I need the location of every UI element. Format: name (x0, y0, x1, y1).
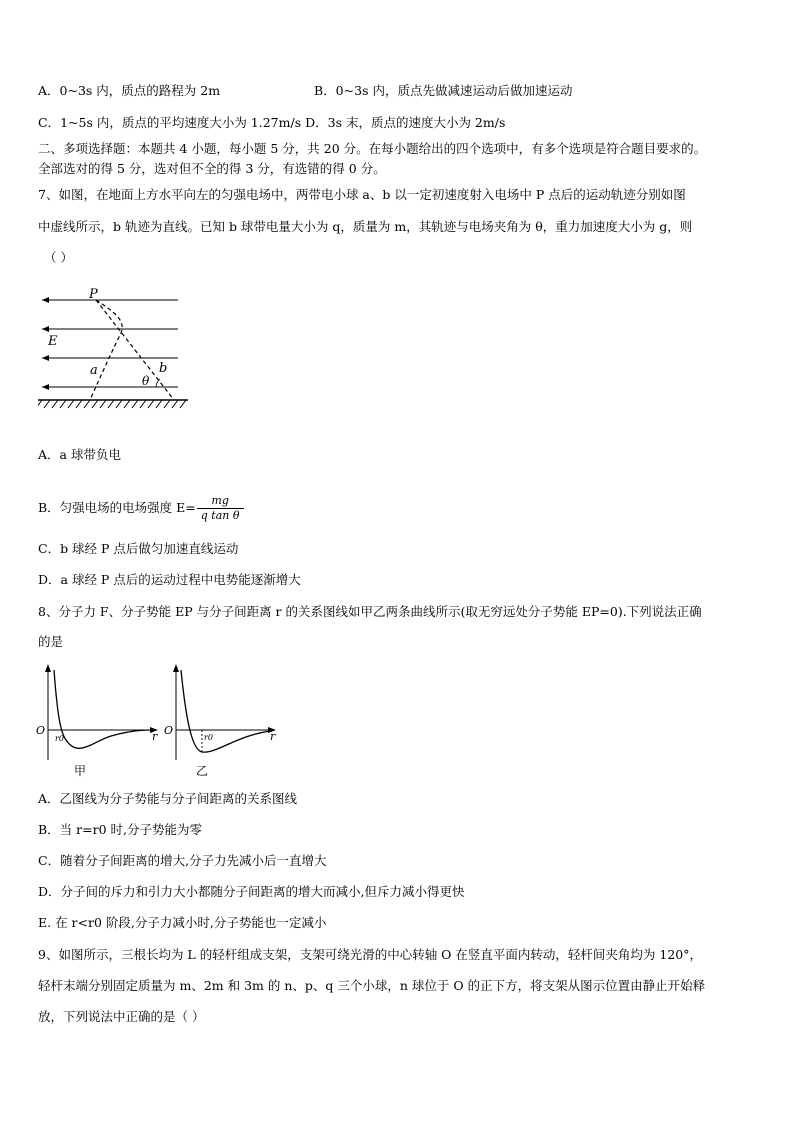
label-e: E (48, 334, 58, 349)
fraction-denominator: q tan θ (200, 509, 240, 522)
q8-figure (36, 660, 286, 780)
ground-hatching (38, 400, 186, 408)
q8-option-d: D．分子间的斥力和引力大小都随分子间距离的增大而减小,但斥力减小得更快 (38, 884, 465, 899)
fraction (197, 494, 244, 523)
q6-option-cd: C．1~5s 内，质点的平均速度大小为 1.27m/s D．3s 末，质点的速度大小为 2m/s (38, 115, 506, 130)
q8-option-c: C．随着分子间距离的增大,分子力先减小后一直增大 (38, 853, 327, 868)
fraction-numerator: mg (197, 494, 244, 509)
q7-option-a: A．a 球带负电 (38, 447, 121, 462)
q8-option-b: B．当 r=r0 时,分子势能为零 (38, 822, 202, 837)
q7-stem-2: 中虚线所示，b 轨迹为直线。已知 b 球带电量大小为 q，质量为 m，其轨迹与电场夹角为 θ，重力加速度大小为 g，则 (38, 219, 693, 234)
origin-label-jia: O (36, 724, 46, 737)
q6-option-b: B．0~3s 内，质点先做减速运动后做加速运动 (314, 83, 573, 98)
curve-yi (181, 670, 270, 752)
q8-stem-2: 的是 (38, 634, 64, 649)
q7-option-c: C．b 球经 P 点后做匀加速直线运动 (38, 541, 239, 556)
r-label-yi: r (270, 730, 276, 743)
q9-stem-2: 轻杆末端分别固定质量为 m、2m 和 3m 的 n、p、q 三个小球，n 球位于 O 的正下方，将支架从图示位置由静止开始释 (38, 978, 706, 993)
r0-label-jia: r0 (55, 734, 64, 743)
origin-label-yi: O (164, 724, 174, 737)
q8-option-a: A．乙图线为分子势能与分子间距离的关系图线 (38, 791, 298, 806)
curve-jia (54, 670, 152, 748)
q9-stem-1: 9、如图所示，三根长均为 L 的轻杆组成支架，支架可绕光滑的中心转轴 O 在竖直平面内转动，轻杆间夹角均为 120°， (38, 947, 702, 962)
q7-stem-1: 7、如图，在地面上方水平向左的匀强电场中，两带电小球 a、b 以一定初速度射入电场中 P 点后的运动轨迹分别如图 (38, 187, 686, 202)
trajectory-a (90, 300, 122, 400)
label-a: a (90, 363, 98, 378)
r-label-jia: r (152, 730, 158, 743)
label-theta: θ (142, 374, 150, 388)
q7-option-b-text: B．匀强电场的电场强度 E= (38, 500, 196, 515)
label-b: b (159, 361, 168, 376)
graph-jia (36, 664, 158, 778)
q7-answer-paren: （ ） (44, 250, 73, 265)
r0-label-yi: r0 (204, 733, 213, 742)
trajectory-b (96, 300, 174, 400)
section2-instructions-2: 全部选对的得 5 分，选对但不全的得 3 分，有选错的得 0 分。 (38, 161, 386, 176)
q7-figure (38, 283, 198, 413)
q8-option-e: E. 在 r<r0 阶段,分子力减小时,分子势能也一定减小 (38, 915, 327, 930)
q8-stem-1: 8、分子力 F、分子势能 EP 与分子间距离 r 的关系图线如甲乙两条曲线所示(取无穷远处分子势能 EP=0).下列说法正确 (38, 604, 702, 619)
section2-instructions-1: 二、多项选择题：本题共 4 小题，每小题 5 分，共 20 分。在每小题给出的四个选项中，有多个选项是符合题目要求的。 (38, 141, 707, 156)
caption-jia: 甲 (74, 764, 87, 778)
q6-option-a: A．0~3s 内，质点的路程为 2m (38, 83, 221, 98)
q7-option-b (38, 494, 244, 523)
graph-yi (164, 664, 276, 778)
q9-stem-3: 放，下列说法中正确的是（ ） (38, 1009, 205, 1024)
label-p: P (89, 287, 98, 302)
q7-option-d: D．a 球经 P 点后的运动过程中电势能逐渐增大 (38, 572, 301, 587)
caption-yi: 乙 (196, 764, 209, 778)
